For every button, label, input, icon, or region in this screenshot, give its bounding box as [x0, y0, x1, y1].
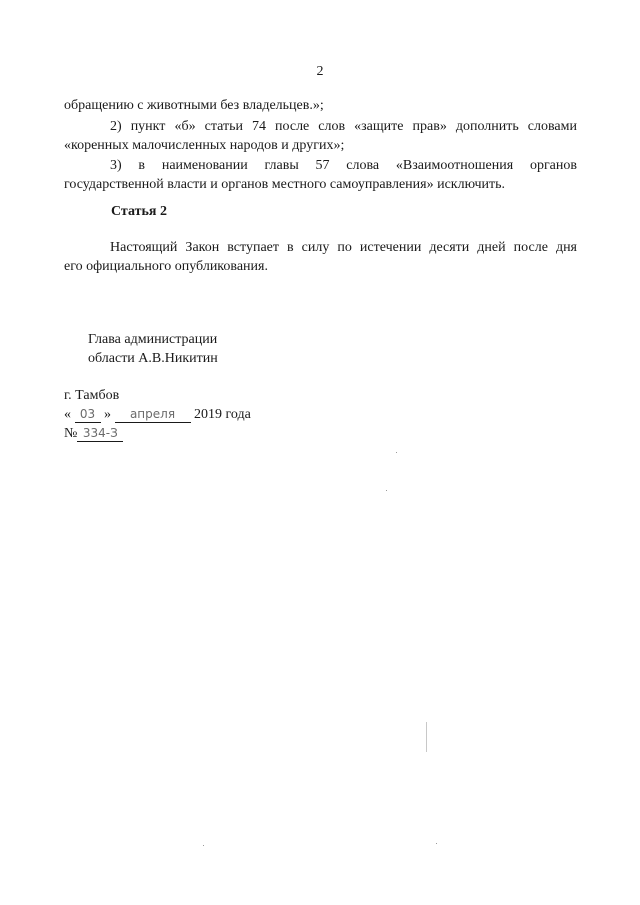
page-number: 2 — [316, 64, 324, 79]
city-line: г. Тамбов — [64, 388, 120, 403]
text-line: его официального опубликования. — [64, 259, 268, 274]
text-line: «коренных малочисленных народов и других»; — [64, 138, 345, 153]
text-line: 2) пункт «б» статьи 74 после слов «защите прав» дополнить словами — [110, 119, 577, 134]
paragraph-continuation — [64, 96, 577, 115]
paragraph-item-2 — [64, 117, 577, 155]
year-text: 2019 года — [194, 407, 251, 422]
law-number-field — [77, 426, 123, 442]
number-line — [64, 424, 251, 443]
text-line: 3) в наименовании главы 57 слова «Взаимоотношения органов — [110, 158, 577, 173]
signature-block — [88, 330, 218, 368]
open-quote: « — [64, 407, 71, 422]
scan-speck — [203, 845, 204, 846]
text-line: Настоящий Закон вступает в силу по истечении десяти дней после дня — [110, 240, 577, 255]
paragraph-article-2 — [64, 238, 577, 276]
signatory-title: Глава администрации — [88, 332, 218, 347]
date-line — [64, 405, 251, 424]
day-field — [75, 407, 101, 423]
scan-mark — [426, 722, 427, 752]
scan-speck — [436, 843, 437, 844]
month-value: апреля — [129, 407, 176, 421]
scan-speck — [386, 490, 387, 491]
article-heading: Статья 2 — [111, 204, 167, 219]
paragraph-item-3 — [64, 156, 577, 194]
number-sign: № — [64, 426, 78, 441]
law-number-value: 334-З — [82, 426, 118, 440]
month-field — [115, 407, 191, 423]
text-line: обращению с животными без владельцев.»; — [64, 98, 324, 113]
signatory-name: области А.В.Никитин — [88, 351, 218, 366]
text-line: государственной власти и органов местного самоуправления» исключить. — [64, 177, 506, 192]
close-quote: » — [104, 407, 111, 422]
place-date-block — [64, 386, 251, 443]
scan-speck — [396, 452, 397, 453]
day-value: 03 — [79, 407, 96, 421]
